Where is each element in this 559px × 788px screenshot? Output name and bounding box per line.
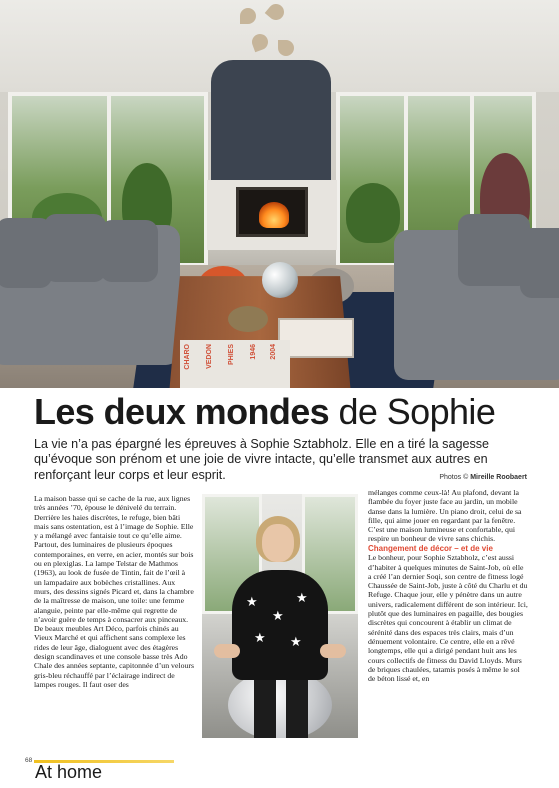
ceiling-mobile [278,40,294,56]
section-rubric: At home [35,762,103,782]
star-sweater [232,570,328,680]
star-icon: ★ [272,609,284,624]
sofa-left-cushion [100,220,158,282]
face [262,524,294,562]
section-subhead: Changement de décor – et de vie [368,543,493,553]
article-column-1 [34,494,194,689]
book-spine-text: PHIES [228,344,235,366]
book-spine-stack [180,340,290,388]
star-icon: ★ [254,631,266,646]
portrait-photo-sophie [202,494,358,738]
photo-credit [439,474,527,481]
glass-lamp [262,262,298,298]
photo-credit-label: Photos © [439,474,469,481]
star-icon: ★ [290,635,302,650]
plant-bowl [228,306,268,332]
fitness-ball [228,670,332,738]
star-icon: ★ [296,591,308,606]
book-spine-text: 1946 [250,344,257,360]
fire-flame [259,202,289,228]
body-paragraph: Le bonheur, pour Sophie Sztabholz, c’est aussi d’habiter à quelques minutes de Saint-Job, où elle a créé l’an dernier Soqi, son centre de fitness logé Chaussée de Saint-Job, juste à côté du Charlu et du Refuge. Chaque jour, elle y pénètre dans un autre univers, radicalement différent de son intérieur. Ici, plutôt que des luminaires en pagaille, des bougies discrètes qui concourent à établir un climat de sérénité dans des espaces très clairs, mais d’un dénuement volontaire. Ce centre, elle en a rêvé longtemps, elle qui a dirigé pendant huit ans les cours collectifs de fitness du David Lloyds. Murs de briques chaulées, tatamis posés à même le sol de béton lissé et, en [368,553,528,684]
article-title-light: de Sophie [338,391,496,432]
article-title [34,392,534,432]
body-paragraph: mélanges comme ceux-là! Au plafond, devant la flambée du foyer juste face au jardin, un mobile danse dans la lumière. Un piano droit, celui de sa fille, qui aime jouer en regardant par la fenêtre. C’est une maison lumineuse et confortable, qui respire un bonheur de vivre sans chichis. [368,488,522,544]
article-lede: La vie n’a pas épargné les épreuves à Sophie Sztabholz. Elle en a tiré la sagesse qu’évoque son prénom et une joie de vivre intacte, qu’elle transmet aux autres en renforçant leur corps et leur esprit. [34,437,490,482]
article-column-3 [368,488,528,683]
sofa-right-cushion [520,228,559,298]
fireplace [236,187,308,237]
page-number: 68 [25,757,33,764]
body-paragraph: La maison basse qui se cache de la rue, aux lignes très années ’70, épouse le dénivelé du terrain. Derrière les haies discrètes, le refuge, bien bâti mais sans ostentation, est à l’image de Sophie. Elle y a mélangé avec fantaisie tout ce qu’elle aime. Partout, des luminaires de plusieurs époques contemporaines, en verre, en acier, montés sur bois ou en plexiglas. La lampe Telstar de Mathmos (1963), au look de fusée de Tintin, fait de l’œil à un lampadaire aux bobèches cristallines. Aux murs, des dessins signés Picard et, dans la chambre de la maîtresse de maison, une toile: une femme alanguie, peinte par elle-même qui regrette de n’avoir guère de temps à consacrer aux pinceaux. De beaux meubles Art Déco, parfois chinés au Vieux Marché et qui affichent sans complexe les rides de leur âge, dialoguent avec des étagères design scandinaves et une console basse très Ado Chale des années septante, capitonnée d’un velours gris-bleu réchauffé par l’éclairage indirect de lampes rouges. Il faut oser des [34,494,194,689]
ceiling-mobile [240,8,256,24]
chimney-hood [211,60,331,185]
book-spine-text: VEDON [206,344,213,369]
hero-photo-living-room [0,0,559,388]
sofa-left-cushion [44,214,106,282]
photo-credit-name: Mireille Roobaert [470,474,527,481]
book-spine-text: CHARO [184,344,191,370]
star-icon: ★ [246,595,258,610]
article-title-bold: Les deux mondes [34,391,330,432]
book-spine-text: 2004 [270,344,277,360]
